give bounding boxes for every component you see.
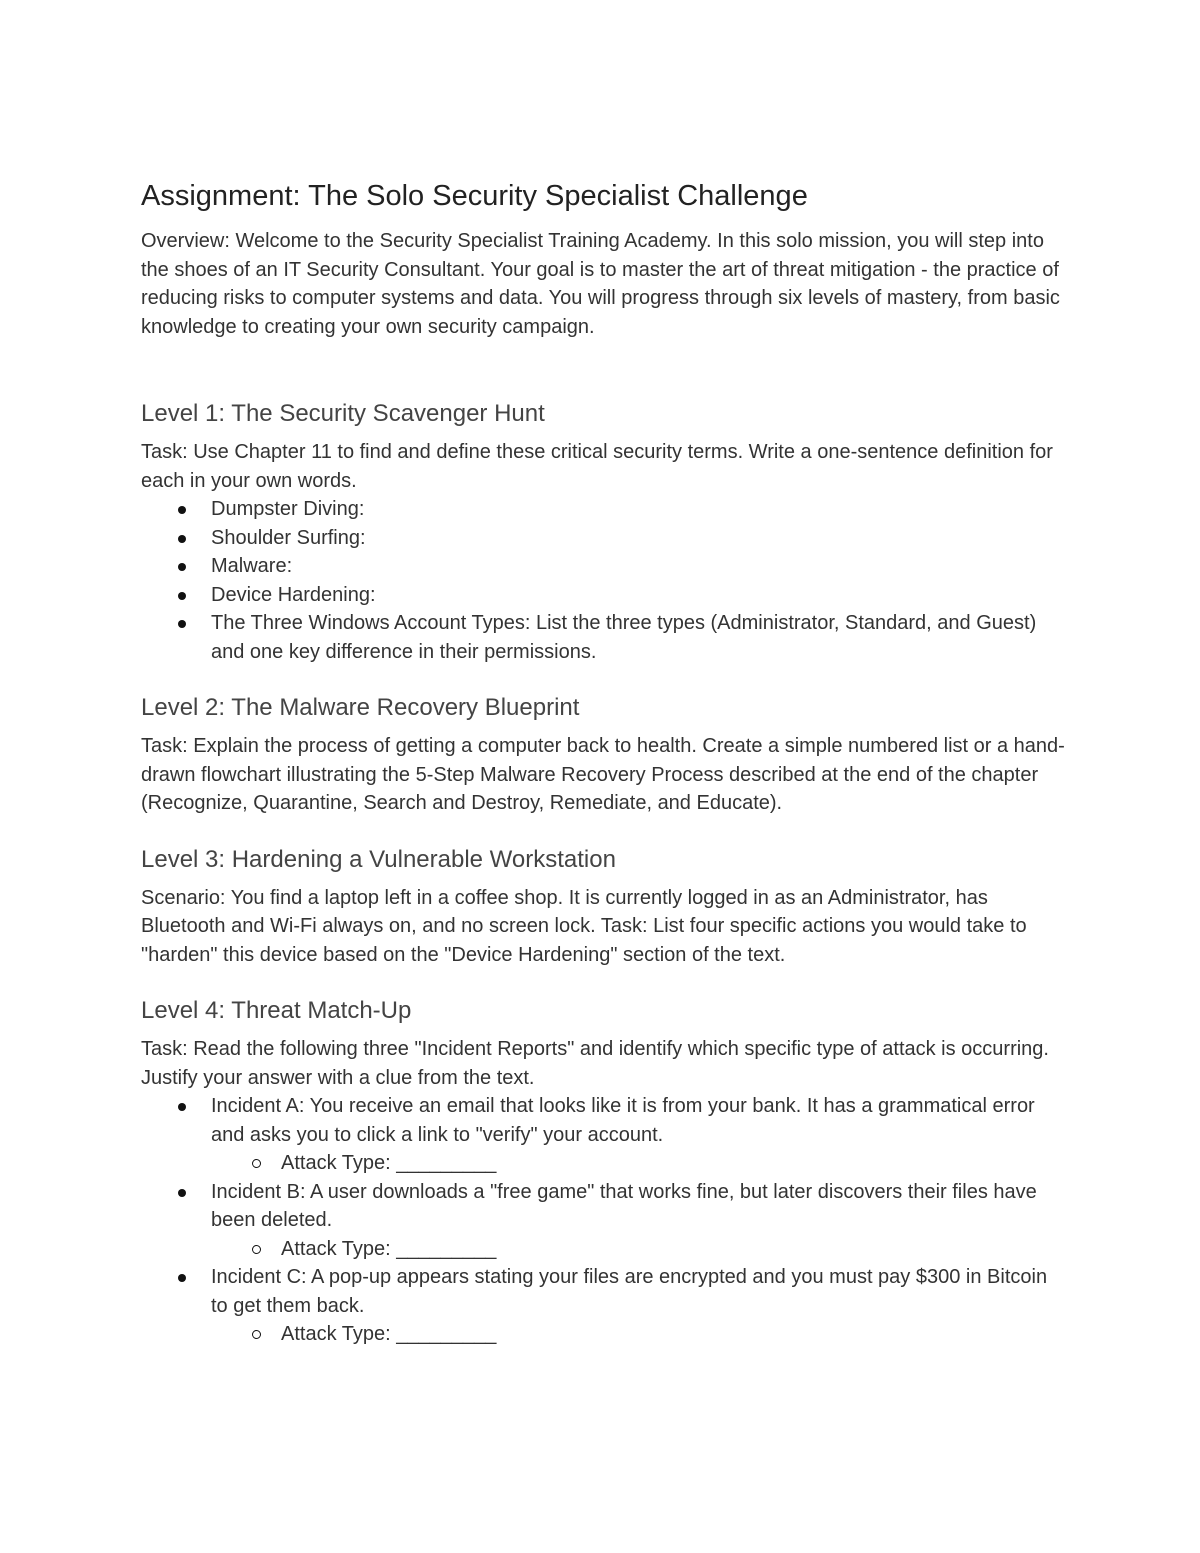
incident-list: [141, 1092, 1066, 1349]
incident-b-text: Incident B: A user downloads a "free game" that works fine, but later discovers their files have been deleted.: [211, 1180, 1037, 1231]
incident-c-answer-list: [211, 1320, 1066, 1349]
term-device-hardening: Device Hardening:: [211, 583, 376, 606]
bullet-icon: [178, 506, 186, 514]
level-3-scenario: Scenario: You find a laptop left in a coffee shop. It is currently logged in as an Administrator, has Bluetooth and Wi-Fi always on, and no screen lock. Task: List four specific actions you would take to "harden" this device based on the "Device Hardening" section of the text.: [141, 886, 1027, 966]
level-4-section: [141, 993, 1066, 1349]
circle-bullet-icon: [252, 1330, 261, 1339]
level-4-heading: Level 4: Threat Match-Up: [141, 997, 412, 1024]
level-2-section: [141, 690, 1066, 818]
term-dumpster-diving: Dumpster Diving:: [211, 498, 365, 520]
term-malware: Malware:: [211, 555, 293, 577]
incident-a-attack-type: Attack Type: _________: [281, 1152, 497, 1174]
list-item: [141, 552, 1066, 581]
level-1-section: [141, 396, 1066, 666]
term-shoulder-surfing: Shoulder Surfing:: [211, 526, 366, 549]
list-item: [141, 524, 1066, 553]
incident-b-answer-list: [211, 1235, 1066, 1264]
overview-paragraph: Overview: Welcome to the Security Specialist Training Academy. In this solo mission, you will step into the shoes of an IT Security Consultant. Your goal is to master the art of threat mitigation - the practice of reducing risks to computer systems and data. You will progress through six levels of mastery, from basic knowledge to creating your own security campaign.: [141, 230, 1060, 338]
level-3-section: [141, 842, 1066, 970]
term-account-types: The Three Windows Account Types: List the three types (Administrator, Standard, and Guest) and one key difference in their permissions.: [211, 612, 1037, 663]
level-2-heading: Level 2: The Malware Recovery Blueprint: [141, 694, 580, 721]
list-item: [141, 609, 1066, 666]
list-item: [141, 1178, 1066, 1264]
list-item: [141, 495, 1066, 524]
level-3-heading: Level 3: Hardening a Vulnerable Workstation: [141, 845, 616, 873]
level-4-task: Task: Read the following three "Incident Reports" and identify which specific type of attack is occurring. Justify your answer with a clue from the text.: [141, 1038, 1049, 1089]
incident-a-text: Incident A: You receive an email that looks like it is from your bank. It has a grammatical error and asks you to click a link to "verify" your account.: [211, 1095, 1035, 1146]
bullet-icon: [178, 1189, 186, 1197]
circle-bullet-icon: [252, 1159, 261, 1168]
level-2-task: Task: Explain the process of getting a computer back to health. Create a simple numbered list or a hand-drawn flowchart illustrating the 5-Step Malware Recovery Process described at the end of the chapter (Recognize, Quarantine, Search and Destroy, Remediate, and Educate).: [141, 735, 1065, 814]
incident-b-attack-type: Attack Type: _________: [281, 1237, 497, 1260]
incident-c-text: Incident C: A pop-up appears stating your files are encrypted and you must pay $300 in Bitcoin to get them back.: [211, 1266, 1048, 1317]
bullet-icon: [178, 1274, 186, 1282]
level-1-heading: Level 1: The Security Scavenger Hunt: [141, 400, 545, 427]
circle-bullet-icon: [252, 1245, 261, 1254]
bullet-icon: [178, 535, 186, 543]
list-item: [141, 1263, 1066, 1349]
page-title: Assignment: The Solo Security Specialist Challenge: [141, 180, 808, 212]
bullet-icon: [178, 592, 186, 600]
bullet-icon: [178, 620, 186, 628]
list-item: [141, 1092, 1066, 1178]
list-item: [141, 581, 1066, 610]
list-item: [211, 1320, 1066, 1349]
incident-a-answer-list: [211, 1149, 1066, 1178]
list-item: [211, 1235, 1066, 1264]
bullet-icon: [178, 563, 186, 571]
level-1-term-list: [141, 495, 1066, 666]
bullet-icon: [178, 1103, 186, 1111]
incident-c-attack-type: Attack Type: _________: [281, 1323, 497, 1345]
list-item: [211, 1149, 1066, 1178]
document-page: [141, 172, 1066, 1349]
level-1-task: Task: Use Chapter 11 to find and define these critical security terms. Write a one-sentence definition for each in your own words.: [141, 441, 1053, 492]
